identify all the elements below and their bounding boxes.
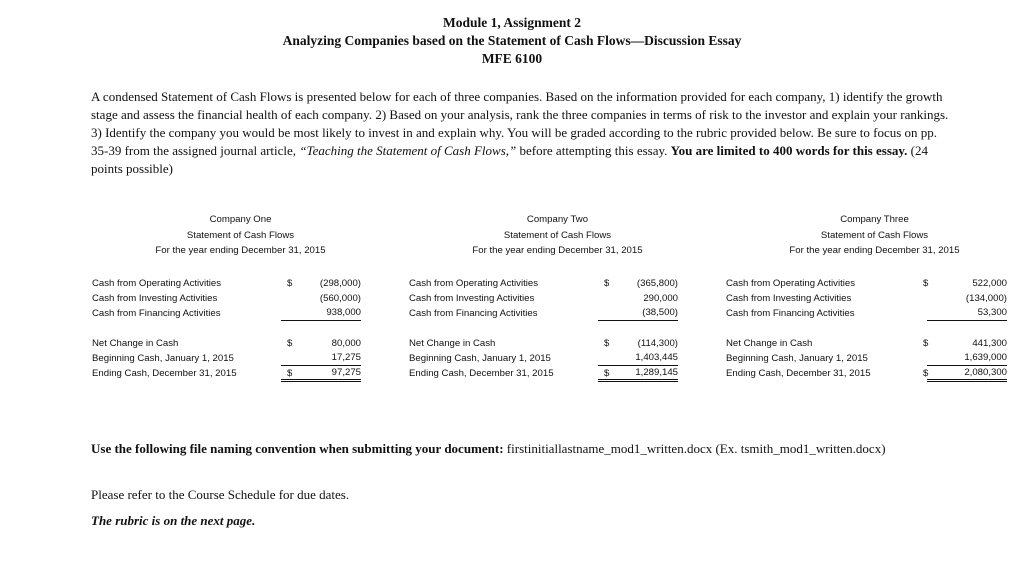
investing-value: (134,000) bbox=[965, 292, 1007, 304]
ending-cash-value: 97,275 bbox=[281, 366, 361, 382]
ending-cash-row bbox=[88, 366, 393, 381]
document-header bbox=[0, 14, 1024, 68]
financing-label: Cash from Financing Activities bbox=[726, 307, 855, 319]
beginning-cash-row bbox=[88, 351, 393, 366]
beginning-cash-value: 1,403,445 bbox=[598, 351, 678, 366]
word-limit: You are limited to 400 words for this essay. bbox=[670, 143, 908, 158]
due-dates-note: Please refer to the Course Schedule for due dates. bbox=[91, 487, 350, 502]
operating-row bbox=[722, 276, 1024, 291]
statement-title: Statement of Cash Flows bbox=[186, 229, 295, 241]
operating-value: (298,000) bbox=[319, 277, 361, 289]
statement-heading bbox=[405, 212, 710, 259]
ending-cash-label: Ending Cash, December 31, 2015 bbox=[92, 367, 237, 379]
operating-label: Cash from Operating Activities bbox=[409, 277, 539, 289]
financing-row bbox=[88, 306, 393, 321]
ending-cash-row bbox=[722, 366, 1024, 381]
rubric-note: The rubric is on the next page. bbox=[91, 513, 256, 528]
statement-heading bbox=[88, 212, 393, 259]
operating-label: Cash from Operating Activities bbox=[92, 277, 222, 289]
dollar-sign: $ bbox=[604, 277, 610, 289]
investing-label: Cash from Investing Activities bbox=[726, 292, 852, 304]
assignment-title: Analyzing Companies based on the Statement of Cash Flows—Discussion Essay bbox=[282, 33, 742, 48]
instructions-text: A condensed Statement of Cash Flows is presented below for each of three companies. Based on the information provided for each company, 1) identify the growth stage and assess the financial health of each company. 2) Based on your analysis, rank the three companies in terms of risk to the investor and explain your rankings. 3) Identify the company you would be most likely to invest in and explain why. You will be graded according to the rubric provided below. Be sure to focus on pp. 35-39 from the assigned journal article, bbox=[91, 89, 949, 158]
dollar-sign: $ bbox=[923, 337, 929, 349]
dollar-sign: $ bbox=[287, 277, 293, 289]
statement-title: Statement of Cash Flows bbox=[503, 229, 612, 241]
statement-period: For the year ending December 31, 2015 bbox=[789, 245, 960, 256]
points-possible: (24 points possible) bbox=[91, 143, 929, 176]
naming-convention-label: Use the following file naming convention when submitting your document: bbox=[91, 441, 504, 456]
company-name: Company Three bbox=[840, 214, 909, 225]
course-code: MFE 6100 bbox=[481, 51, 543, 66]
financing-value: 938,000 bbox=[281, 306, 361, 321]
statement-period: For the year ending December 31, 2015 bbox=[155, 245, 326, 256]
statement-title: Statement of Cash Flows bbox=[820, 229, 929, 241]
beginning-cash-value: 1,639,000 bbox=[927, 351, 1007, 366]
net-change-value: 80,000 bbox=[331, 337, 361, 349]
dollar-sign: $ bbox=[287, 367, 293, 379]
naming-convention-text: firstinitiallastname_mod1_written.docx (Ex. tsmith_mod1_written.docx) bbox=[503, 441, 886, 456]
module-title: Module 1, Assignment 2 bbox=[442, 15, 581, 30]
investing-label: Cash from Investing Activities bbox=[92, 292, 218, 304]
beginning-cash-row bbox=[722, 351, 1024, 366]
beginning-cash-label: Beginning Cash, January 1, 2015 bbox=[92, 352, 234, 364]
beginning-cash-label: Beginning Cash, January 1, 2015 bbox=[409, 352, 551, 364]
financing-label: Cash from Financing Activities bbox=[92, 307, 221, 319]
company-name: Company Two bbox=[526, 214, 589, 225]
instructions-text-2: before attempting this essay. bbox=[516, 143, 671, 158]
statement-heading bbox=[722, 212, 1024, 259]
ending-cash-label: Ending Cash, December 31, 2015 bbox=[409, 367, 554, 379]
beginning-cash-row bbox=[405, 351, 710, 366]
beginning-cash-value: 17,275 bbox=[281, 351, 361, 366]
financing-label: Cash from Financing Activities bbox=[409, 307, 538, 319]
operating-value: (365,800) bbox=[636, 277, 678, 289]
company-one-statement bbox=[88, 212, 393, 381]
ending-cash-label: Ending Cash, December 31, 2015 bbox=[726, 367, 871, 379]
statement-period: For the year ending December 31, 2015 bbox=[472, 245, 643, 256]
operating-row bbox=[88, 276, 393, 291]
company-two-statement bbox=[405, 212, 710, 381]
company-name: Company One bbox=[209, 214, 272, 225]
investing-value: 290,000 bbox=[643, 292, 678, 304]
net-change-label: Net Change in Cash bbox=[92, 337, 179, 349]
net-change-value: (114,300) bbox=[637, 337, 678, 349]
ending-cash-value: 2,080,300 bbox=[927, 366, 1007, 382]
net-change-row bbox=[88, 336, 393, 351]
net-change-row bbox=[405, 336, 710, 351]
financing-value: 53,300 bbox=[927, 306, 1007, 321]
investing-label: Cash from Investing Activities bbox=[409, 292, 535, 304]
dollar-sign: $ bbox=[604, 337, 610, 349]
company-three-statement bbox=[722, 212, 1024, 381]
financing-row bbox=[722, 306, 1024, 321]
article-title: “Teaching the Statement of Cash Flows,” bbox=[299, 143, 517, 158]
ending-cash-value: 1,289,145 bbox=[598, 366, 678, 382]
net-change-label: Net Change in Cash bbox=[726, 337, 813, 349]
naming-convention-note bbox=[91, 440, 951, 458]
dollar-sign: $ bbox=[287, 337, 293, 349]
investing-value: (560,000) bbox=[319, 292, 361, 304]
ending-cash-row bbox=[405, 366, 710, 381]
operating-label: Cash from Operating Activities bbox=[726, 277, 856, 289]
dollar-sign: $ bbox=[923, 367, 929, 379]
dollar-sign: $ bbox=[923, 277, 929, 289]
net-change-label: Net Change in Cash bbox=[409, 337, 496, 349]
instructions-paragraph bbox=[91, 88, 951, 178]
operating-value: 522,000 bbox=[972, 277, 1007, 289]
investing-row bbox=[722, 291, 1024, 306]
operating-row bbox=[405, 276, 710, 291]
investing-row bbox=[405, 291, 710, 306]
financing-value: (38,500) bbox=[598, 306, 678, 321]
beginning-cash-label: Beginning Cash, January 1, 2015 bbox=[726, 352, 868, 364]
financing-row bbox=[405, 306, 710, 321]
net-change-value: 441,300 bbox=[972, 337, 1007, 349]
investing-row bbox=[88, 291, 393, 306]
net-change-row bbox=[722, 336, 1024, 351]
dollar-sign: $ bbox=[604, 367, 610, 379]
